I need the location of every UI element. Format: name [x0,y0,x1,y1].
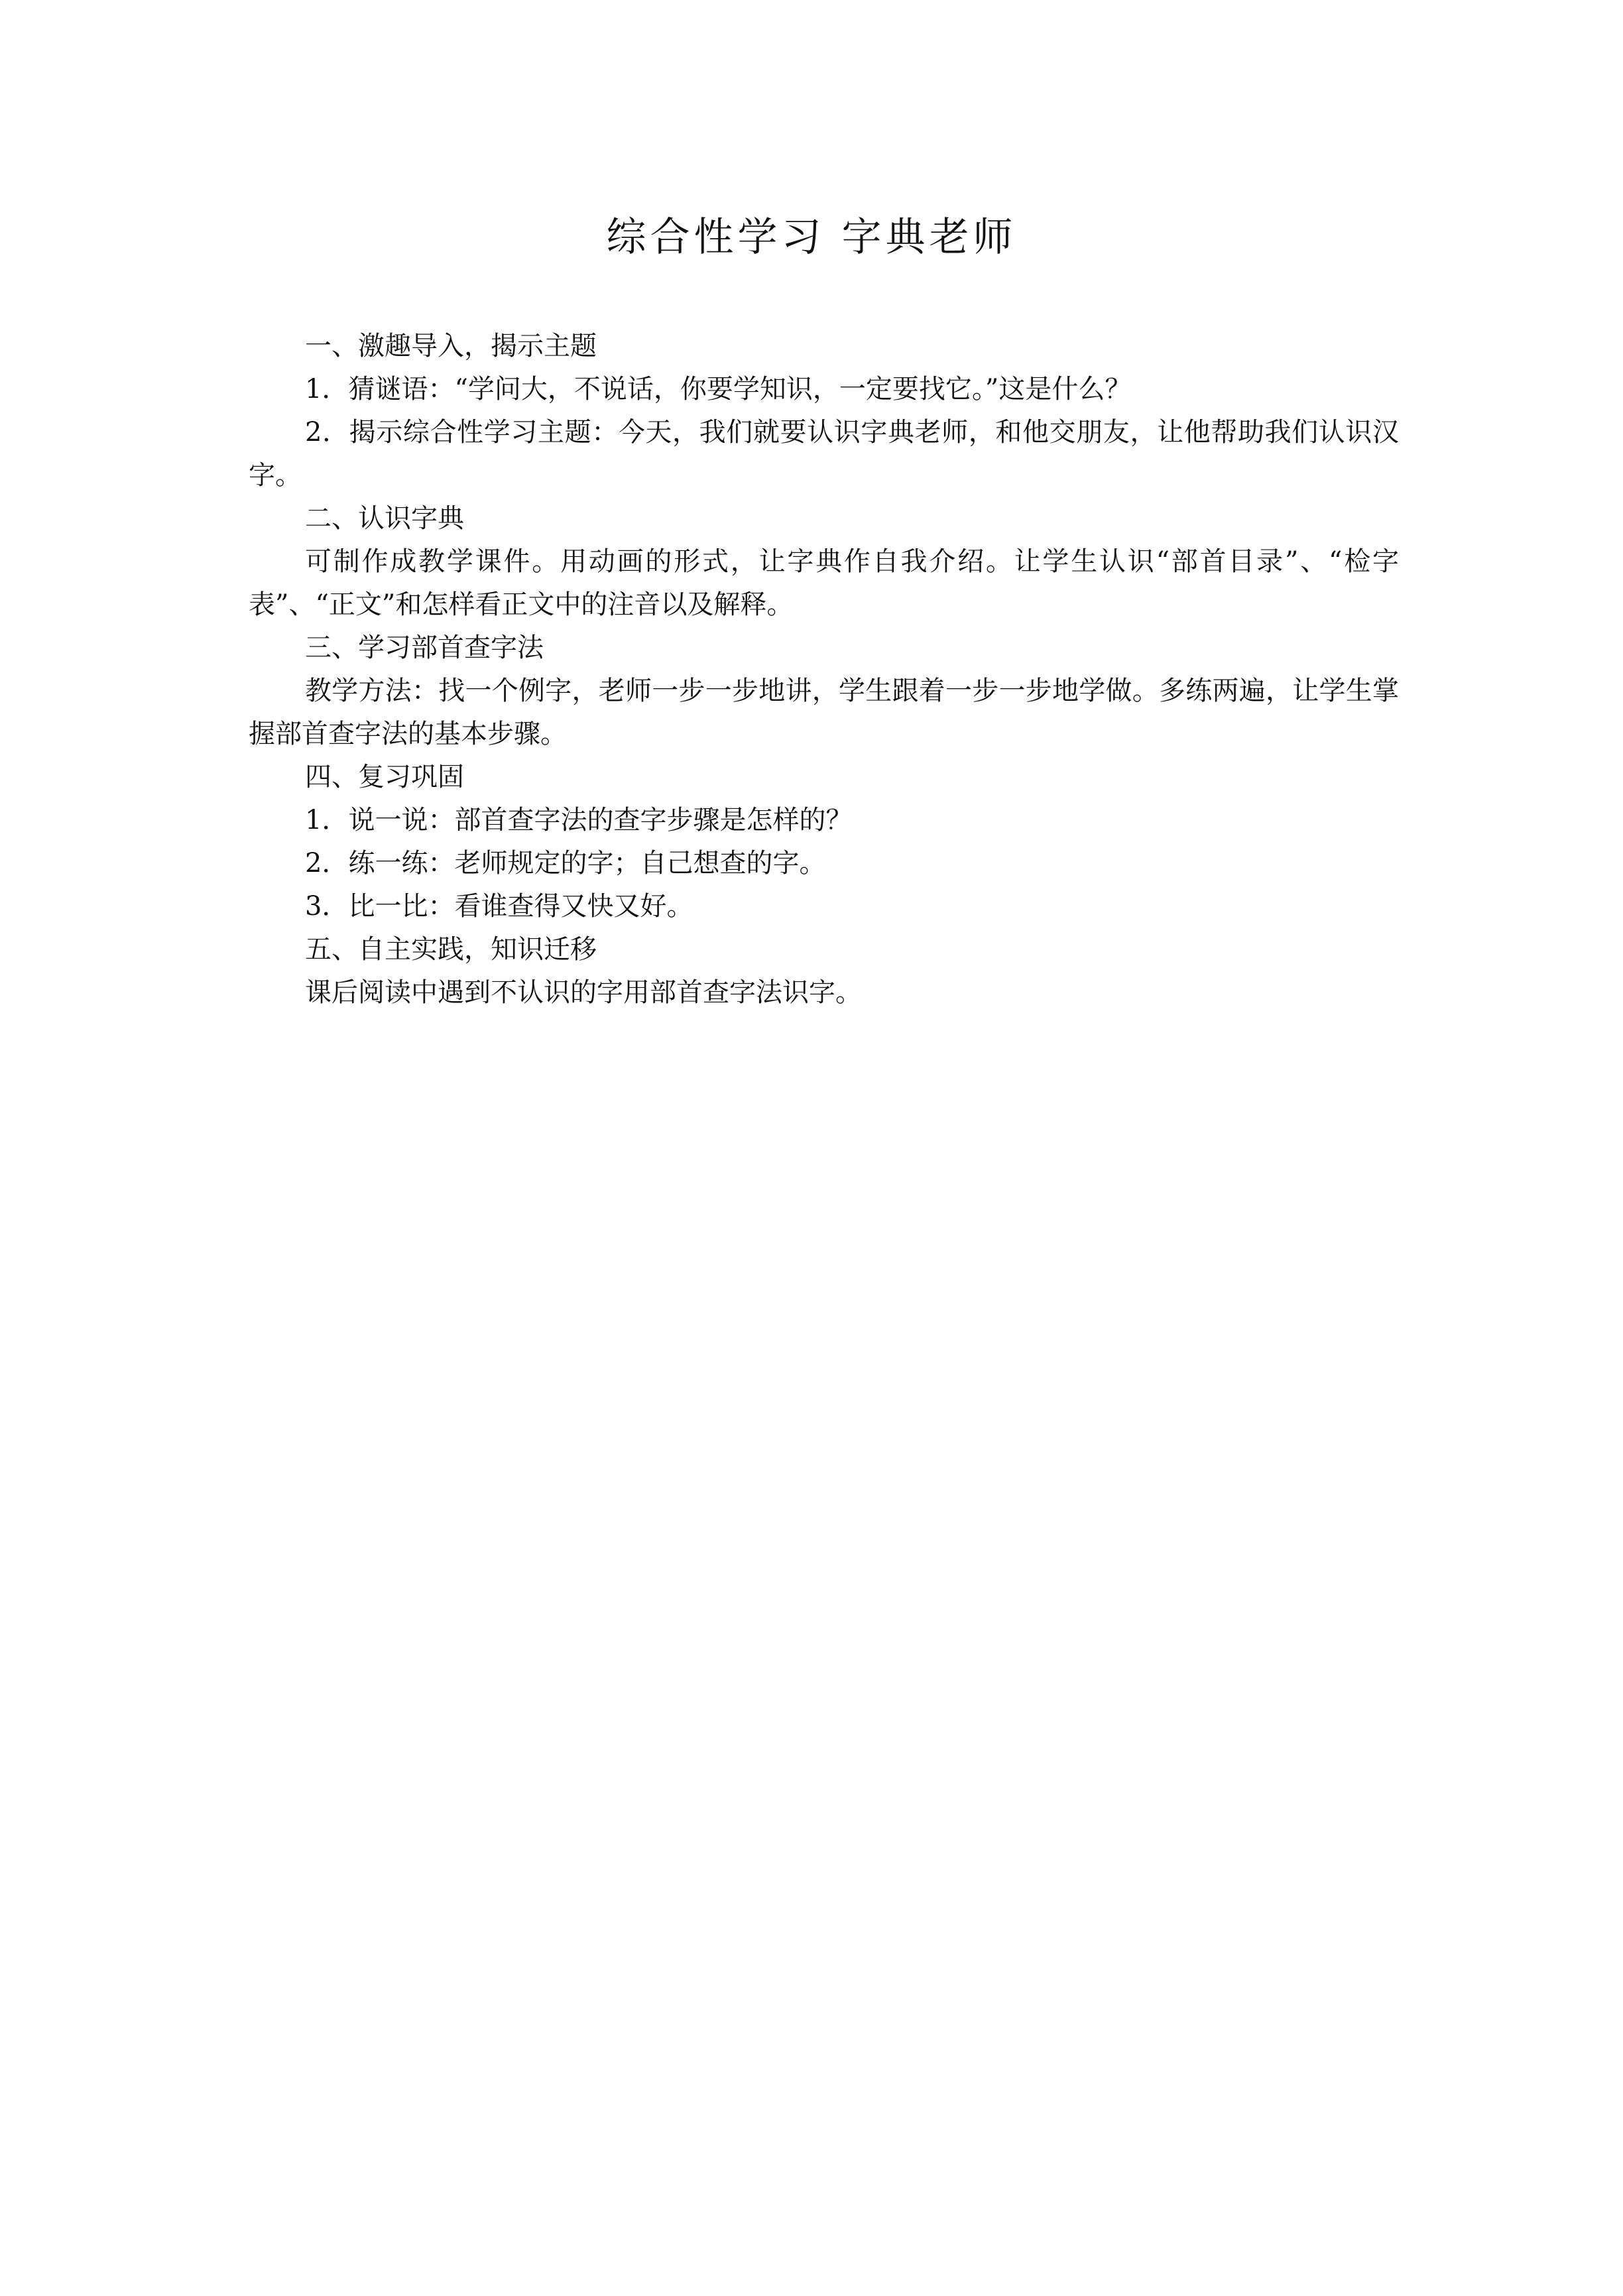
paragraph: 可制作成教学课件。用动画的形式，让字典作自我介绍。让学生认识“部首目录”、“检字表”、“正文”和怎样看正文中的注音以及解释。 [249,546,1399,620]
section-heading: 二、认识字典 [305,503,464,534]
section-heading: 五、自主实践，知识迁移 [305,934,597,965]
paragraph: 1．说一说：部首查字法的查字步骤是怎样的？ [305,805,853,835]
document-title: 综合性学习 字典老师 [606,214,1017,261]
paragraph: 3．比一比：看谁查得又快又好。 [305,891,693,922]
section-heading: 三、学习部首查字法 [305,633,544,663]
paragraph: 2．揭示综合性学习主题：今天，我们就要认识字典老师，和他交朋友，让他帮助我们认识汉字。 [249,417,1399,491]
section-heading: 一、激趣导入，揭示主题 [305,331,597,361]
paragraph: 课后阅读中遇到不认识的字用部首查字法识字。 [305,977,862,1008]
document-body [249,325,1399,1014]
section-heading: 四、复习巩固 [305,762,464,792]
paragraph: 教学方法：找一个例字，老师一步一步地讲，学生跟着一步一步地学做。多练两遍，让学生掌握部首查字法的基本步骤。 [249,676,1399,749]
paragraph: 1．猜谜语：“学问大，不说话，你要学知识，一定要找它。”这是什么？ [305,374,1132,404]
paragraph: 2．练一练：老师规定的字；自己想查的字。 [305,848,826,878]
